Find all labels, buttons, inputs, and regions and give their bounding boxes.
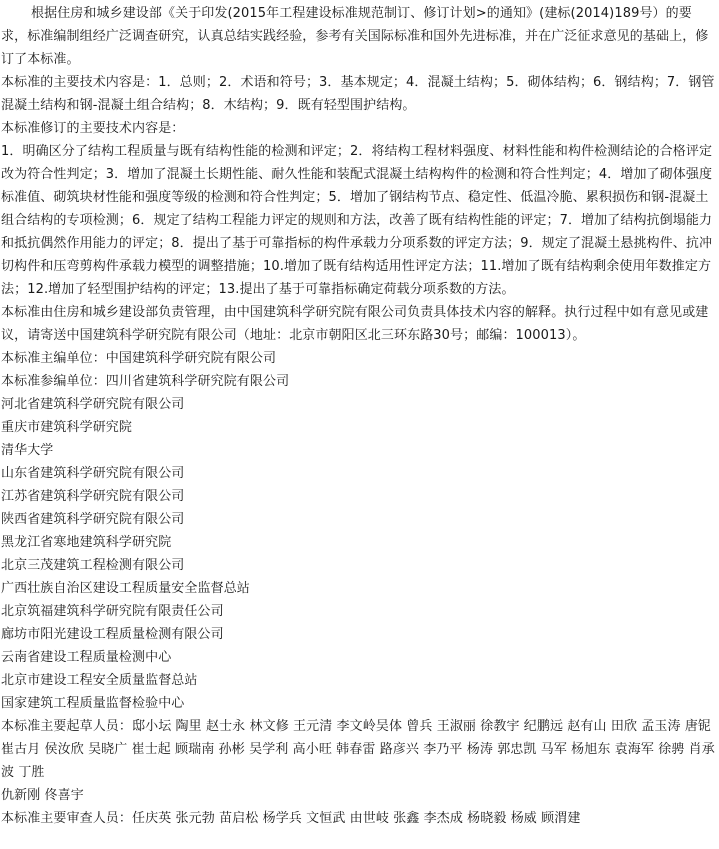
participating-unit: 云南省建设工程质量检测中心: [1, 650, 172, 665]
participating-unit: 廊坊市阳光建设工程质量检测有限公司: [1, 627, 224, 642]
revision-items-paragraph: 1．明确区分了结构工程质量与既有结构性能的检测和评定；2．将结构工程材料强度、材料性能和构件检测结论的合格评定改为符合性判定；3．增加了混凝土长期性能、耐久性能和装配式混凝土结构构件的检测和符合性判定；4．增加了砌体强度标准值、砌筑块材性能和强度等级的检测和符合性判定；5．增加了钢结构节点、稳定性、低温冷脆、累积损伤和钢-混凝土组合结构的专项检测；6．规定了结构工程能力评定的规则和方法，改善了既有结构性能的评定；7．增加了结构抗倒塌能力和抵抗偶然作用能力的评定；8．提出了基于可靠指标的构件承载力分项系数的评定方法；9．规定了混凝土悬挑构件、抗冲切构件和压弯剪构件承载力模型的调整措施；10.增加了既有结构适用性评定方法；11.增加了既有结构剩余使用年数推定方法；12.增加了轻型围护结构的评定；13.提出了基于可靠指标确定荷载分项系数的方法。: [1, 144, 713, 297]
participating-unit: 山东省建筑科学研究院有限公司: [1, 466, 185, 481]
main-content-paragraph: 本标准的主要技术内容是：1．总则；2．术语和符号；3．基本规定；4．混凝土结构；5．砌体结构；6．钢结构；7．钢管混凝土结构和钢-混凝土组合结构；8．木结构；9．既有轻型围护结构。: [1, 75, 715, 113]
participating-unit: 北京市建设工程安全质量监督总站: [1, 673, 198, 688]
participating-unit: 陕西省建筑科学研究院有限公司: [1, 512, 185, 527]
participating-unit: 江苏省建筑科学研究院有限公司: [1, 489, 185, 504]
participating-unit: 北京三茂建筑工程检测有限公司: [1, 558, 185, 573]
management-paragraph: 本标准由住房和城乡建设部负责管理，由中国建筑科学研究院有限公司负责具体技术内容的解释。执行过程中如有意见或建议，请寄送中国建筑科学研究院有限公司（地址：北京市朝阳区北三环东路30号；邮编：100013）。: [1, 305, 709, 343]
participating-unit: 清华大学: [1, 443, 54, 458]
drafters-paragraph: 本标准主要起草人员：邸小坛 陶里 赵士永 林文修 王元清 李文岭吴体 曾兵 王淑丽 徐教宇 纪鹏远 赵有山 田欣 孟玉涛 唐铌 崔古月 侯汝欣 吴晓广 崔士起 顾瑞南 孙彬 吴学利 高小旺 韩春雷 路彦兴 李乃平 杨涛 郭忠凯 马军 杨旭东 袁海军 徐骋 肖承波 丁胜: [1, 719, 715, 780]
participating-unit-first: 本标准参编单位：四川省建筑科学研究院有限公司: [1, 374, 290, 389]
participating-unit: 国家建筑工程质量监督检验中心: [1, 696, 185, 711]
revision-heading: 本标准修订的主要技术内容是：: [1, 121, 185, 136]
participating-unit: 广西壮族自治区建设工程质量安全监督总站: [1, 581, 250, 596]
chief-editor-unit: 本标准主编单位：中国建筑科学研究院有限公司: [1, 351, 277, 366]
participating-unit: 黑龙江省寒地建筑科学研究院: [1, 535, 172, 550]
reviewers-paragraph: 本标准主要审查人员：任庆英 张元勃 苗启松 杨学兵 文恒武 由世岐 张鑫 李杰成 杨晓毅 杨威 顾渭建: [1, 811, 581, 826]
participating-unit: 北京筑福建筑科学研究院有限责任公司: [1, 604, 224, 619]
participating-unit: 河北省建筑科学研究院有限公司: [1, 397, 185, 412]
participating-unit: 重庆市建筑科学研究院: [1, 420, 133, 435]
drafters-extra-line: 仇新刚 佟喜宇: [1, 788, 84, 803]
preface-paragraph: 根据住房和城乡建设部《关于印发(2015年工程建设标准规范制订、修订计划>的通知》(建标(2014)189号）的要求，标准编制组经广泛调查研究，认真总结实践经验，参考有关国际标准和国外先进标准，并在广泛征求意见的基础上，修订了本标准。: [1, 6, 709, 67]
